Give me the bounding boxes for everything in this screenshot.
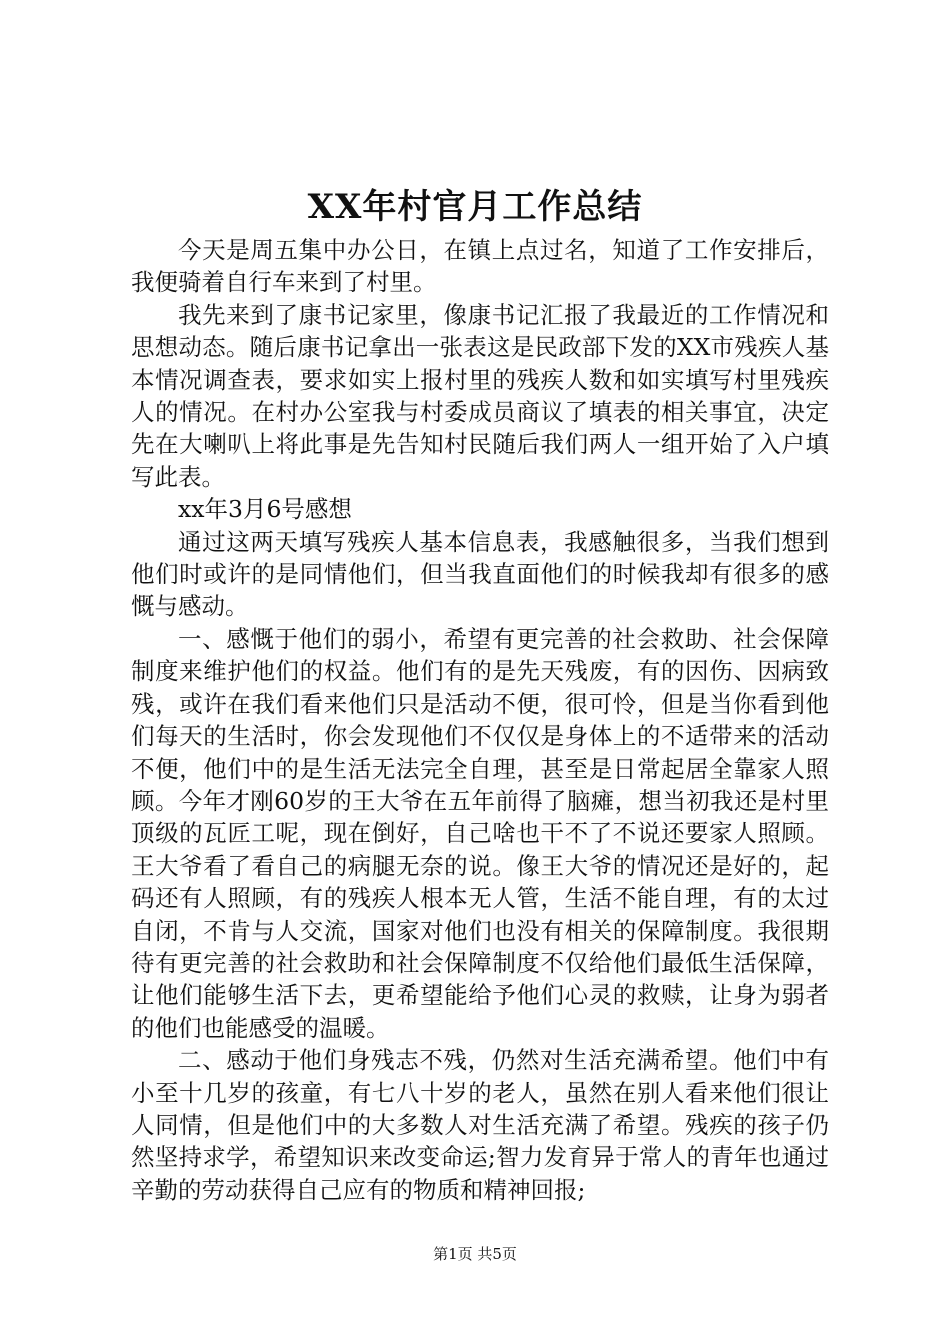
paragraph: xx年3月6号感想 (178, 495, 352, 524)
paragraph: 一、感慨于他们的弱小，希望有更完善的社会救助、社会保障制度来维护他们的权益。他们有的是先天残废，有的因伤、因病致残，或许在我们看来他们只是活动不便，很可怜，但是当你看到他们每天的生活时，你会发现他们不仅仅是身体上的不适带来的活动不便，他们中的是生活无法完全自理，甚至是日常起居全靠家人照顾。今年才刚60岁的王大爷在五年前得了脑瘫，想当初我还是村里顶级的瓦匠工呢，现在倒好，自己啥也干不了不说还要家人照顾。王大爷看了看自己的病腿无奈的说。像王大爷的情况还是好的，起码还有人照顾，有的残疾人根本无人管，生活不能自理，有的太过自闭，不肯与人交流，国家对他们也没有相关的保障制度。我很期待有更完善的社会救助和社会保障制度不仅给他们最低生活保障，让他们能够生活下去，更希望能给予他们心灵的救赎，让身为弱者的他们也能感受的温暖。 (131, 624, 829, 1042)
paragraph: 二、感动于他们身残志不残，仍然对生活充满希望。他们中有小至十几岁的孩童，有七八十岁的老人，虽然在别人看来他们很让人同情，但是他们中的大多数人对生活充满了希望。残疾的孩子仍然坚持求学，希望知识来改变命运;智力发育异于常人的青年也通过辛勤的劳动获得自己应有的物质和精神回报; (131, 1046, 829, 1204)
page-number-footer: 第1页 共5页 (433, 1245, 517, 1263)
document-body (131, 234, 829, 1206)
paragraph: 我先来到了康书记家里，像康书记汇报了我最近的工作情况和思想动态。随后康书记拿出一张表这是民政部下发的XX市残疾人基本情况调查表，要求如实上报村里的残疾人数和如实填写村里残疾人的情况。在村办公室我与村委成员商议了填表的相关事宜，决定先在大喇叭上将此事是先告知村民随后我们两人一组开始了入户填写此表。 (131, 300, 829, 491)
document-title: XX年村官月工作总结 (307, 187, 643, 227)
paragraph: 通过这两天填写残疾人基本信息表，我感触很多，当我们想到他们时或许的是同情他们，但当我直面他们的时候我却有很多的感慨与感动。 (131, 527, 829, 621)
paragraph: 今天是周五集中办公日，在镇上点过名，知道了工作安排后，我便骑着自行车来到了村里。 (131, 236, 829, 297)
